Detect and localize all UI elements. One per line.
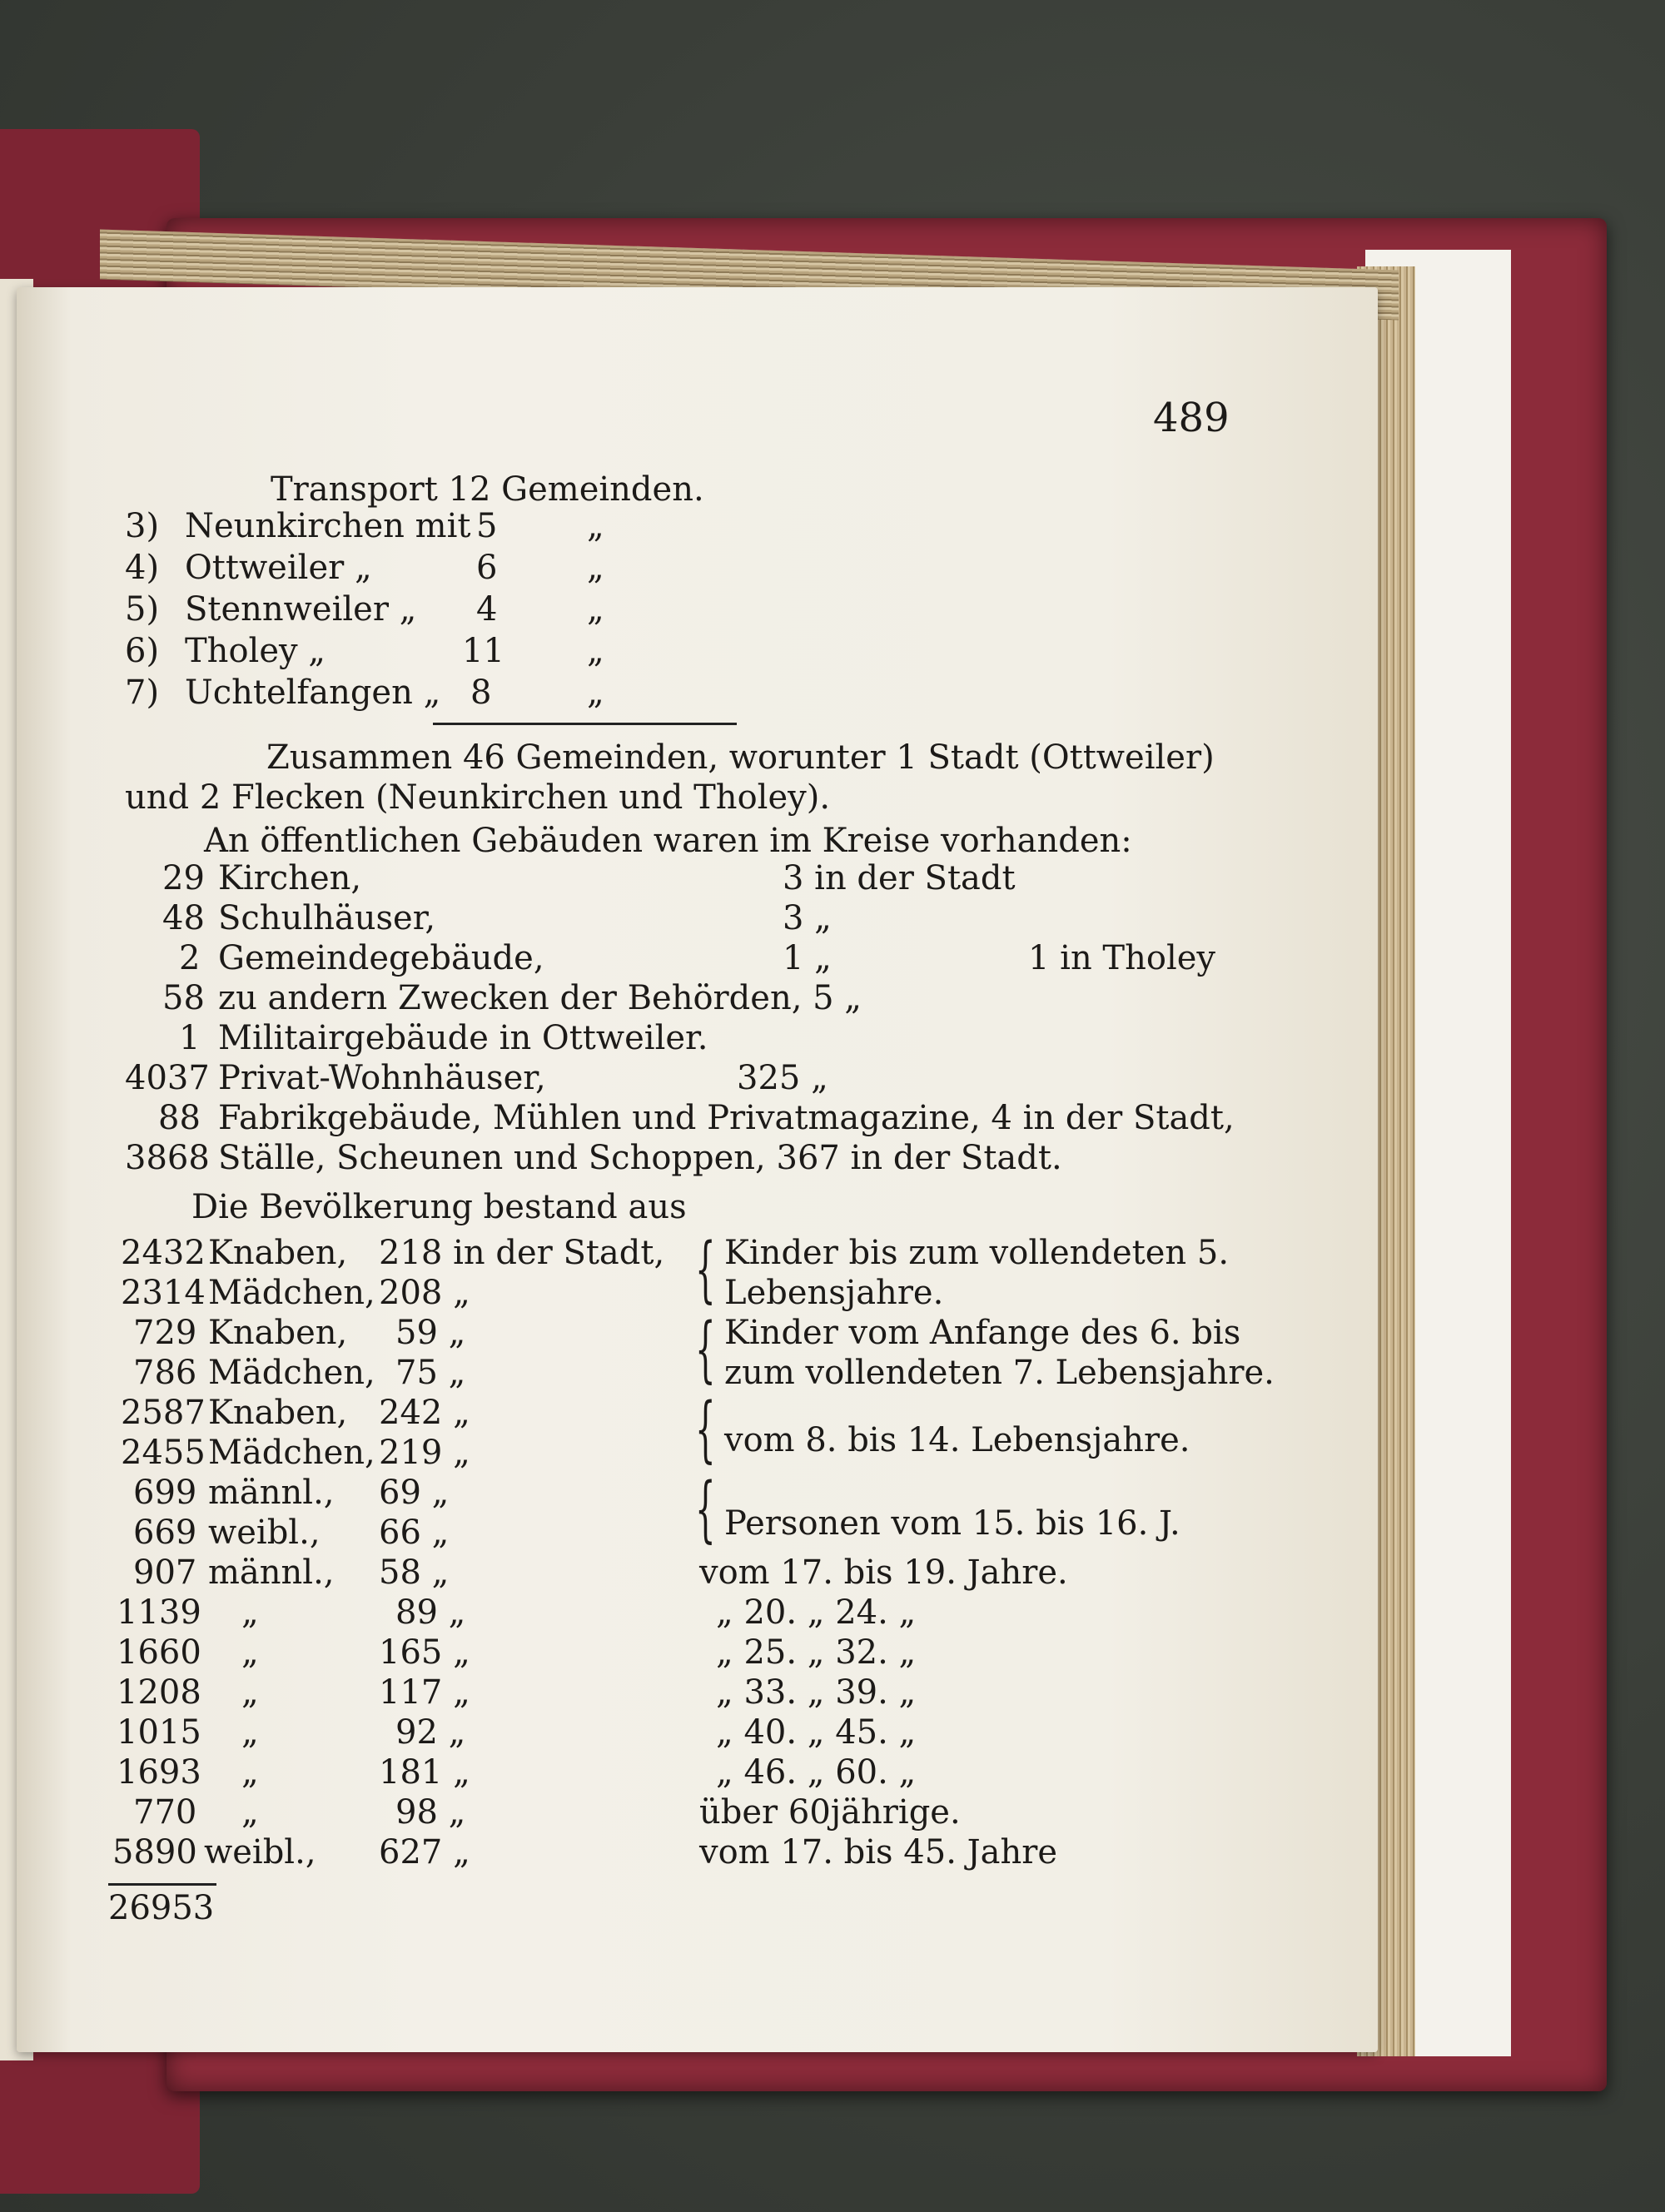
population-total: 1139 <box>117 1593 201 1632</box>
population-city: 627 „ <box>379 1833 470 1872</box>
commune-ditto: „ <box>587 549 604 587</box>
population-desc: Personen vom 15. bis 16. J. <box>724 1504 1180 1543</box>
commune-count: 8 <box>470 674 492 712</box>
population-city: 242 „ <box>379 1394 470 1432</box>
building-count: 48 <box>162 899 205 937</box>
population-desc: über 60jährige. <box>699 1793 961 1832</box>
population-label: weibl., <box>208 1514 321 1552</box>
building-count: 2 <box>179 939 201 977</box>
total-rule <box>108 1883 216 1886</box>
population-city: 58 „ <box>379 1553 450 1592</box>
summary-line: und 2 Flecken (Neunkirchen und Tholey). <box>125 778 831 817</box>
population-desc: zum vollendeten 7. Lebensjahre. <box>724 1354 1275 1392</box>
population-total: 729 <box>133 1314 197 1352</box>
population-label: „ <box>241 1673 259 1712</box>
population-desc: Kinder bis zum vollendeten 5. <box>724 1234 1230 1272</box>
population-label: „ <box>241 1793 259 1832</box>
building-label: Fabrikgebäude, Mühlen und Privatmagazine, 4 in der Stadt, <box>218 1099 1235 1137</box>
population-label: Knaben, <box>208 1394 348 1432</box>
population-label: Mädchen, <box>208 1434 375 1472</box>
commune-num: 3) <box>125 507 160 545</box>
population-label: Mädchen, <box>208 1274 375 1312</box>
summary-line: Zusammen 46 Gemeinden, worunter 1 Stadt (Ottweiler) <box>266 738 1215 777</box>
population-city: 59 „ <box>395 1314 466 1352</box>
population-label: Knaben, <box>208 1234 348 1272</box>
building-label: Militairgebäude in Ottweiler. <box>218 1019 708 1057</box>
population-city: 69 „ <box>379 1474 450 1512</box>
commune-name: Stennweiler „ <box>185 590 417 629</box>
commune-count: 11 <box>462 632 504 670</box>
commune-num: 4) <box>125 549 160 587</box>
population-label: „ <box>241 1713 259 1752</box>
commune-ditto: „ <box>587 590 604 629</box>
bracket-brace: { <box>695 1468 716 1551</box>
transport-line: Transport 12 Gemeinden. <box>271 470 704 509</box>
bracket-brace: { <box>695 1388 716 1471</box>
population-city: 66 „ <box>379 1514 450 1552</box>
population-total: 2587 <box>121 1394 206 1432</box>
commune-ditto: „ <box>587 674 604 712</box>
population-city: 165 „ <box>379 1633 470 1672</box>
population-desc: Lebensjahre. <box>724 1274 944 1312</box>
population-total: 1208 <box>117 1673 201 1712</box>
building-count: 1 <box>179 1019 201 1057</box>
building-city: 1 „ <box>783 939 832 977</box>
population-city: 75 „ <box>395 1354 466 1392</box>
building-label: Privat-Wohnhäuser, <box>218 1059 546 1097</box>
population-desc: „ 40. „ 45. „ <box>716 1713 917 1752</box>
building-city: 3 „ <box>783 899 832 937</box>
population-total: 1015 <box>117 1713 201 1752</box>
population-total: 699 <box>133 1474 197 1512</box>
building-label: Ställe, Scheunen und Schoppen, 367 in der Stadt. <box>218 1139 1062 1177</box>
population-city: 98 „ <box>395 1793 466 1832</box>
building-label: Kirchen, <box>218 859 362 897</box>
commune-name: Tholey „ <box>185 632 326 670</box>
commune-ditto: „ <box>587 507 604 545</box>
building-label: Schulhäuser, <box>218 899 436 937</box>
bracket-brace: { <box>695 1308 716 1391</box>
building-extra: 1 in Tholey <box>1028 939 1216 977</box>
population-label: männl., <box>208 1474 335 1512</box>
population-label: „ <box>241 1593 259 1632</box>
population-total: 1693 <box>117 1753 201 1792</box>
population-desc: „ 20. „ 24. „ <box>716 1593 917 1632</box>
population-city: 208 „ <box>379 1274 470 1312</box>
population-total: 669 <box>133 1514 197 1552</box>
population-label: männl., <box>208 1553 335 1592</box>
population-label: „ <box>241 1753 259 1792</box>
population-label: „ <box>241 1633 259 1672</box>
population-label: Knaben, <box>208 1314 348 1352</box>
population-label: weibl., <box>204 1833 316 1872</box>
bracket-brace: { <box>695 1228 716 1311</box>
commune-name: Neunkirchen mit <box>185 507 471 545</box>
population-city: 218 in der Stadt, <box>379 1234 665 1272</box>
population-city: 92 „ <box>395 1713 466 1752</box>
population-total: 2314 <box>121 1274 206 1312</box>
population-city: 117 „ <box>379 1673 470 1712</box>
population-total: 907 <box>133 1553 197 1592</box>
population-desc: „ 46. „ 60. „ <box>716 1753 917 1792</box>
commune-num: 5) <box>125 590 160 629</box>
building-label: zu andern Zwecken der Behörden, 5 „ <box>218 979 862 1017</box>
population-total: 2455 <box>121 1434 206 1472</box>
population-desc: Kinder vom Anfange des 6. bis <box>724 1314 1241 1352</box>
building-count: 4037 <box>125 1059 210 1097</box>
population-label: Mädchen, <box>208 1354 375 1392</box>
population-total: 2432 <box>121 1234 206 1272</box>
commune-ditto: „ <box>587 632 604 670</box>
commune-name: Uchtelfangen „ <box>185 674 441 712</box>
commune-name: Ottweiler „ <box>185 549 372 587</box>
building-city: 3 in der Stadt <box>783 859 1016 897</box>
grand-total: 26953 <box>108 1889 215 1927</box>
building-count: 58 <box>162 979 205 1017</box>
population-city: 219 „ <box>379 1434 470 1472</box>
page-number: 489 <box>1153 395 1230 441</box>
population-total: 770 <box>133 1793 197 1832</box>
building-city: 325 „ <box>737 1059 828 1097</box>
buildings-intro: An öffentlichen Gebäuden waren im Kreise vorhanden: <box>204 822 1132 860</box>
commune-num: 7) <box>125 674 160 712</box>
commune-num: 6) <box>125 632 160 670</box>
population-total: 5890 <box>112 1833 197 1872</box>
commune-count: 4 <box>476 590 498 629</box>
building-count: 3868 <box>125 1139 210 1177</box>
population-desc: „ 25. „ 32. „ <box>716 1633 917 1672</box>
population-desc: vom 8. bis 14. Lebensjahre. <box>724 1421 1190 1459</box>
population-desc: vom 17. bis 19. Jahre. <box>699 1553 1068 1592</box>
commune-count: 5 <box>476 507 498 545</box>
population-intro: Die Bevölkerung bestand aus <box>191 1188 687 1226</box>
population-total: 786 <box>133 1354 197 1392</box>
building-count: 29 <box>162 859 205 897</box>
commune-count: 6 <box>476 549 498 587</box>
population-city: 181 „ <box>379 1753 470 1792</box>
population-desc: vom 17. bis 45. Jahre <box>699 1833 1058 1872</box>
population-city: 89 „ <box>395 1593 466 1632</box>
building-count: 88 <box>158 1099 201 1137</box>
building-label: Gemeindegebäude, <box>218 939 544 977</box>
population-total: 1660 <box>117 1633 201 1672</box>
sum-rule <box>433 723 737 725</box>
population-desc: „ 33. „ 39. „ <box>716 1673 917 1712</box>
